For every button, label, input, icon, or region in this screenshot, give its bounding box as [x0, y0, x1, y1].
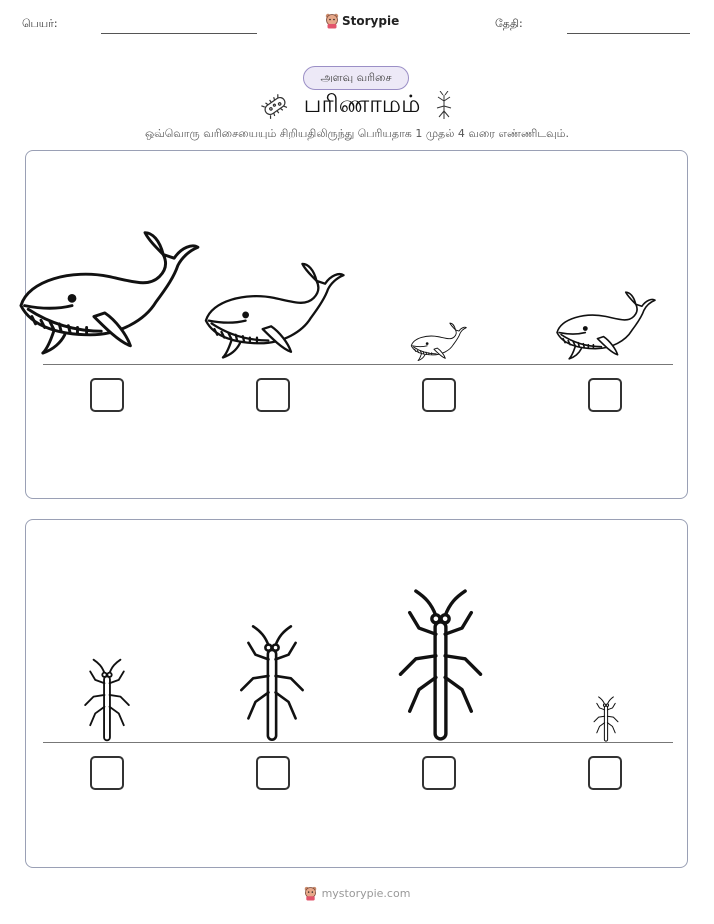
stick-insect-icon	[393, 588, 488, 742]
footer	[0, 886, 714, 901]
baseline	[43, 364, 673, 365]
baseline	[43, 742, 673, 743]
stick-insect-icon	[236, 624, 308, 742]
number-box[interactable]	[422, 378, 456, 412]
name-field[interactable]	[101, 33, 257, 34]
category-badge: அளவு வரிசை	[303, 66, 409, 90]
storypie-bear-icon	[304, 886, 317, 901]
number-box[interactable]	[256, 756, 290, 790]
whale-icon	[17, 229, 200, 364]
number-box[interactable]	[422, 756, 456, 790]
insect-row-panel	[25, 519, 688, 868]
date-label: தேதி:	[495, 17, 523, 30]
stick-insect-small-icon	[434, 91, 454, 121]
whale-icon	[410, 322, 467, 364]
storypie-bear-icon	[325, 13, 339, 29]
stick-insect-icon	[81, 658, 133, 742]
number-box[interactable]	[256, 378, 290, 412]
number-box[interactable]	[90, 378, 124, 412]
stick-insect-icon	[592, 696, 620, 742]
number-box[interactable]	[90, 756, 124, 790]
name-label: பெயர்:	[22, 17, 58, 30]
whale-icon	[555, 290, 656, 365]
number-box[interactable]	[588, 378, 622, 412]
footer-url[interactable]: mystorypie.com	[321, 887, 411, 900]
instructions: ஒவ்வொரு வரிசையையும் சிறியதிலிருந்து பெரியதாக 1 முதல் 4 வரை எண்ணிடவும்.	[144, 127, 570, 140]
page-title: பரிணாமம்	[303, 90, 421, 118]
date-field[interactable]	[567, 33, 690, 34]
brand-logo	[325, 13, 399, 29]
whale-icon	[203, 261, 345, 366]
number-box[interactable]	[588, 756, 622, 790]
brand-name: Storypie	[342, 14, 400, 28]
bacteria-icon	[260, 93, 290, 119]
whale-row-panel	[25, 150, 688, 499]
title-row	[0, 90, 714, 121]
